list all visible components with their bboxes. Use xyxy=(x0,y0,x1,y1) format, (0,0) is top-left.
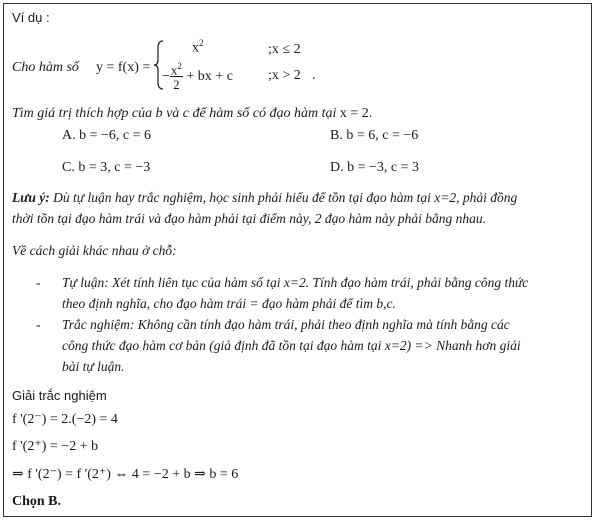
bullet-1-line-1: Tự luận: Xét tính liên tục của hàm số tại x=2. Tính đạo hàm trái, phải bằng công thức xyxy=(62,275,529,290)
bullet-2-line-1: Trắc nghiệm: Không cần tính đạo hàm trái, phải theo định nghĩa mà tính bằng các xyxy=(62,317,510,332)
answer-choice: Chọn B. xyxy=(12,494,62,509)
function-lhs: y = f(x) = xyxy=(96,60,151,75)
case2-expression: − $\frac{x^2}{2}$ + bx + c xyxy=(162,61,233,93)
option-a[interactable]: A. b = −6, c = 6 xyxy=(62,128,152,143)
case1-condition: ;x ≤ 2 xyxy=(268,42,301,57)
solution-equation-1: f '(2⁻) = 2.(−2) = 4 xyxy=(12,412,118,427)
bullet-dash: - xyxy=(36,275,41,290)
option-b[interactable]: B. b = 6, c = −6 xyxy=(330,128,419,143)
case2-period: . xyxy=(312,68,316,83)
bullet-2-line-2: công thức đạo hàm cơ bản (giả định đã tồn tại đạo hàm tại x=2) => Nhanh hơn giải xyxy=(62,338,521,353)
bullet-1-line-2: theo định nghĩa, cho đạo hàm trái = đạo hàm phải để tìm b,c. xyxy=(62,296,396,311)
case2-condition: ;x > 2 xyxy=(268,68,301,83)
note-label: Lưu ý: xyxy=(12,190,50,205)
option-c[interactable]: C. b = 3, c = −3 xyxy=(62,160,151,175)
example-heading: Ví dụ : xyxy=(12,10,50,25)
solution-equation-3: ⇒ f '(2⁻) = f '(2⁺) ⇔ 4 = −2 + b ⇒ b = 6 xyxy=(12,467,239,482)
problem-intro: Cho hàm số xyxy=(12,60,79,75)
option-d[interactable]: D. b = −3, c = 3 xyxy=(330,160,420,175)
case1-expression: $x^2$ xyxy=(192,38,204,56)
note-line-2: thời tồn tại đạo hàm trái và đạo hàm phải tại điểm này, 2 đạo hàm này phải bằng nhau. xyxy=(12,211,487,226)
note-line-1: Lưu ý: Dù tự luận hay trắc nghiệm, học sinh phải hiểu để tồn tại đạo hàm tại x=2, phải đồng xyxy=(12,190,518,205)
bullet-dash: - xyxy=(36,317,41,332)
difference-heading: Về cách giải khác nhau ở chỗ: xyxy=(12,243,177,258)
bullet-2-line-3: bài tự luận. xyxy=(62,359,125,374)
solution-equation-2: f '(2⁺) = −2 + b xyxy=(12,439,99,454)
solution-title: Giải trắc nghiệm xyxy=(12,388,107,403)
question-text: Tìm giá trị thích hợp của b và c để hàm số có đạo hàm tại x = 2. xyxy=(12,106,373,121)
